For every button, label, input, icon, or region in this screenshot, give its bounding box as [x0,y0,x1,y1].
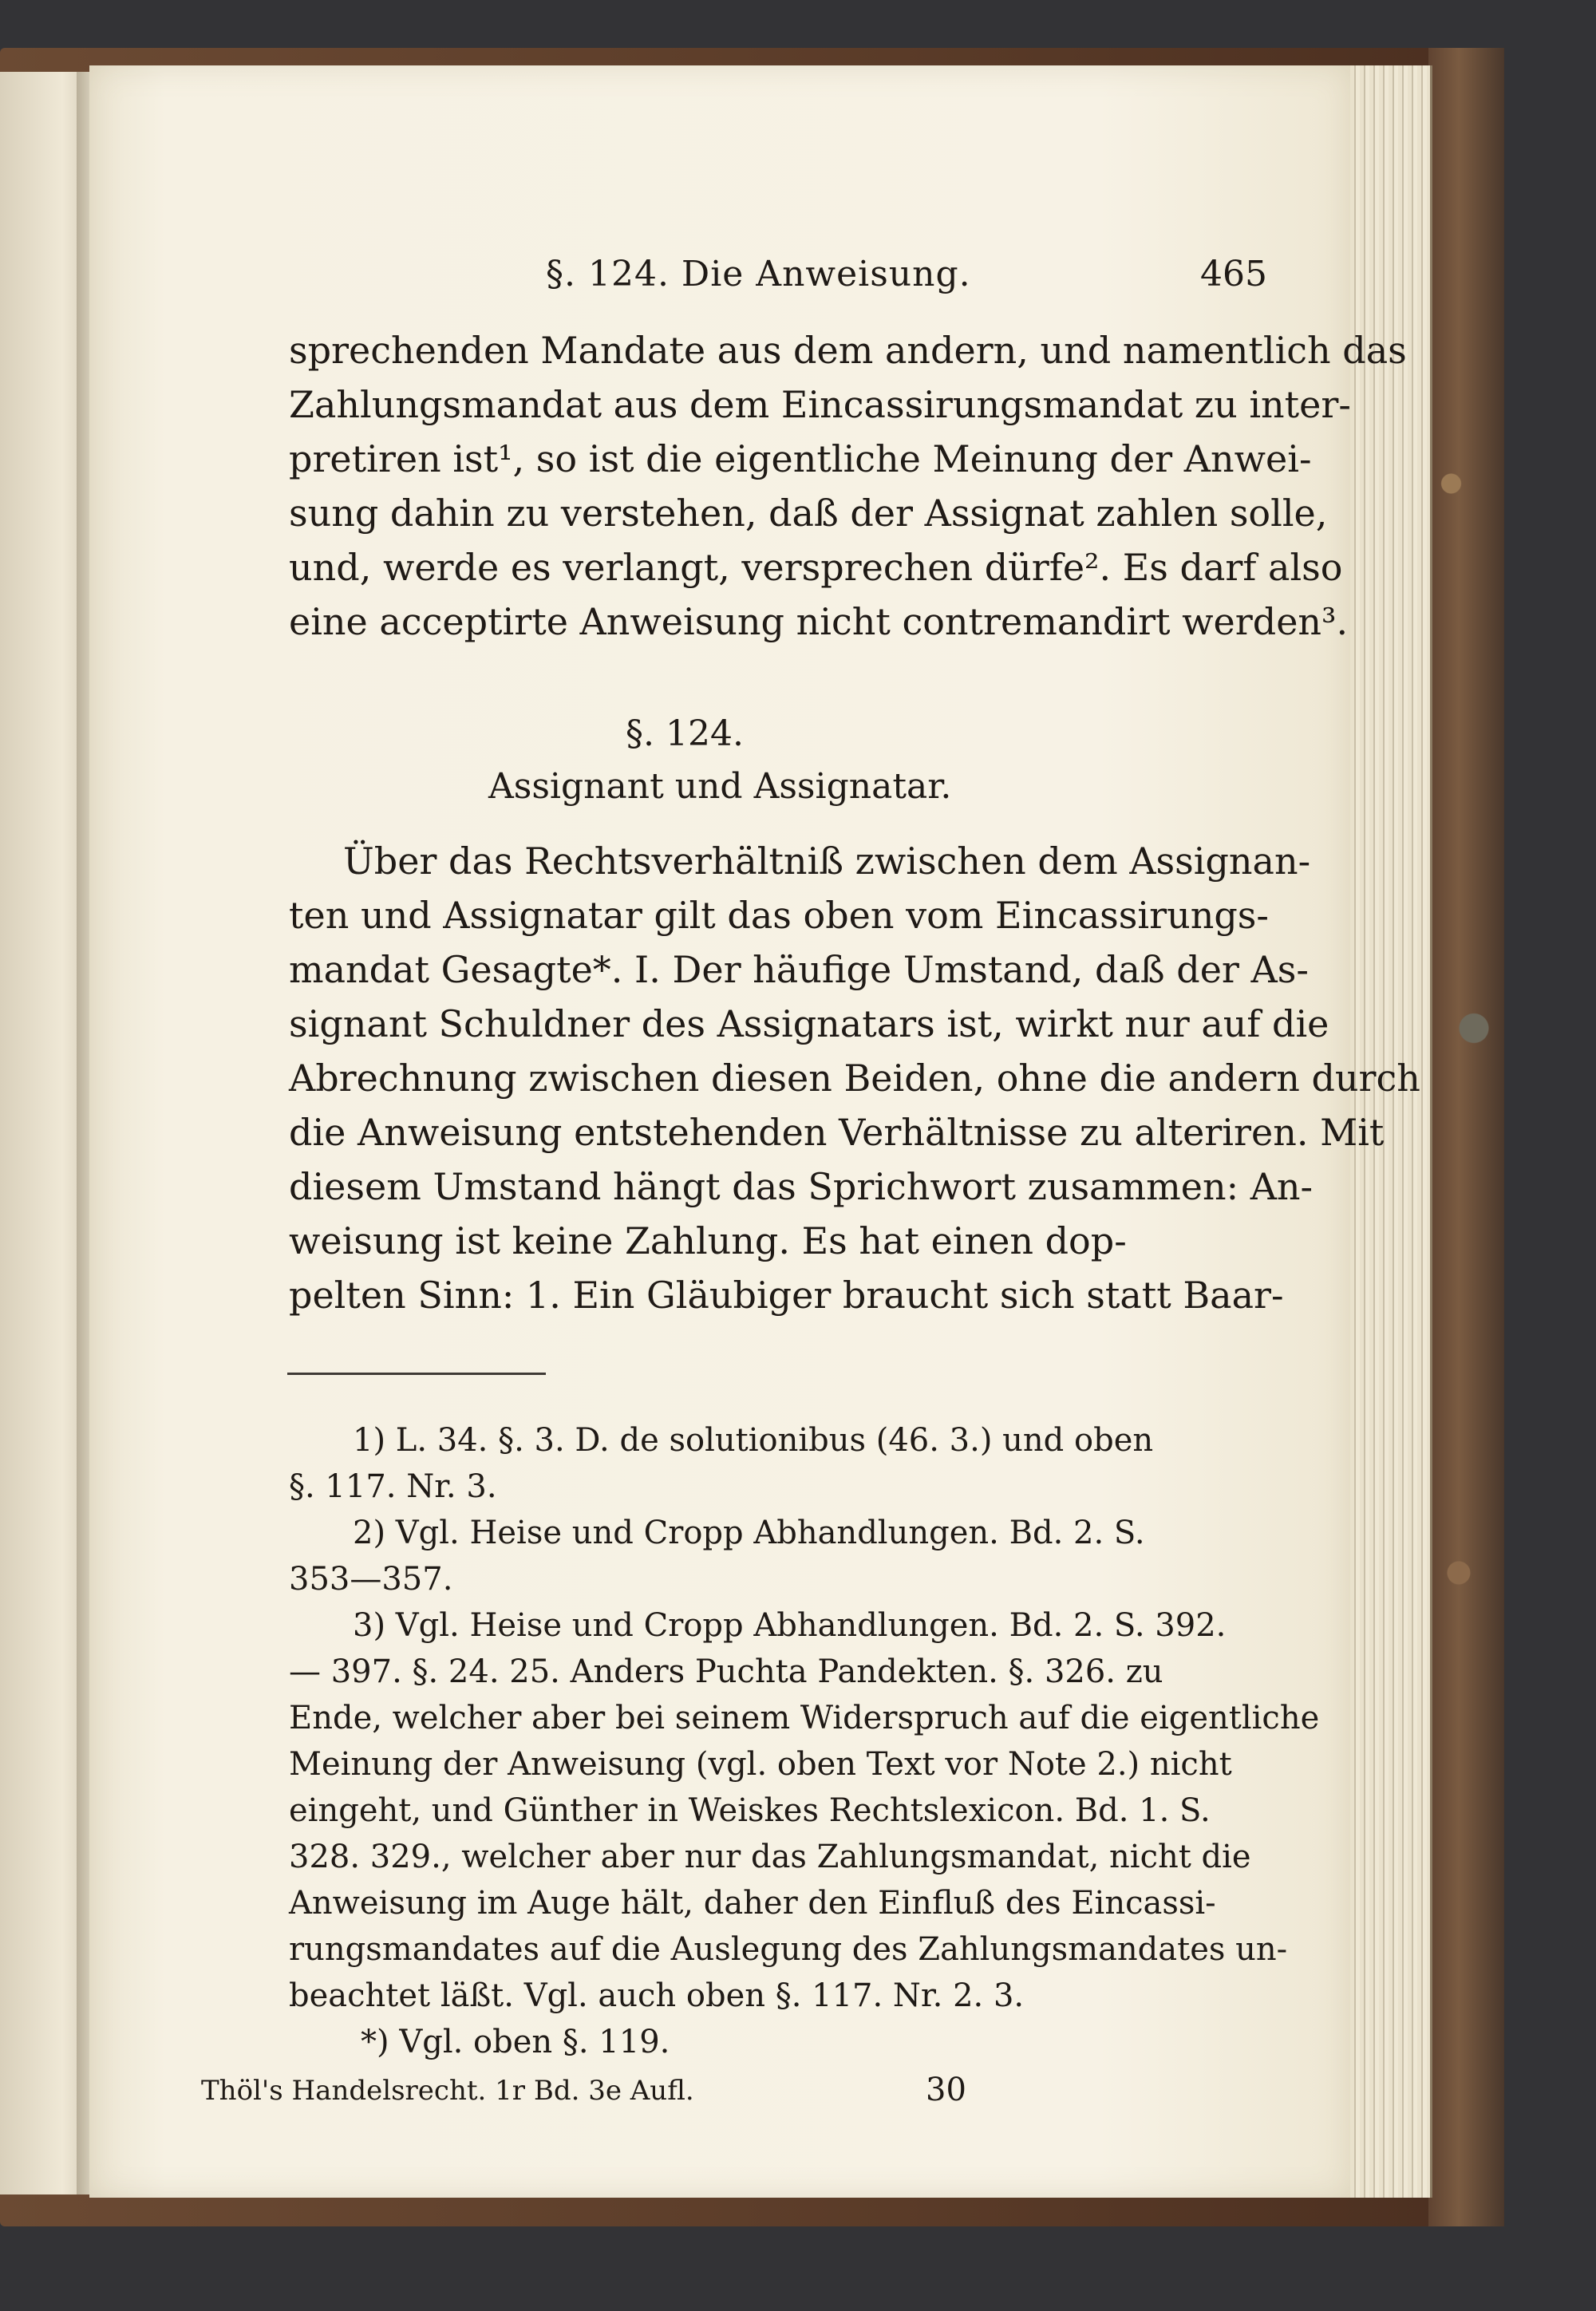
section-line: Über das Rechtsverhältniß zwischen dem Assignan- [343,839,1311,883]
section-line: die Anweisung entstehenden Verhältnisse zu alteriren. Mit [289,1111,1385,1154]
body-line: eine acceptirte Anweisung nicht contremandirt werden³. [289,600,1349,643]
section-line: diesem Umstand hängt das Sprichwort zusammen: An- [289,1165,1314,1208]
marbled-cover-edge [1428,48,1504,2226]
body-line: pretiren ist¹, so ist die eigentliche Meinung der Anwei- [289,437,1312,480]
footnote-line: *) Vgl. oben §. 119. [361,2024,670,2060]
section-line: signant Schuldner des Assignatars ist, wirkt nur auf die [289,1002,1329,1045]
section-line: weisung ist keine Zahlung. Es hat einen dop- [289,1219,1127,1262]
footnote-line: Anweisung im Auge hält, daher den Einfluß des Eincassi- [289,1885,1216,1922]
book-page [89,65,1420,2198]
footnote-line: eingeht, und Günther in Weiskes Rechtslexicon. Bd. 1. S. [289,1792,1211,1829]
footnote-line: — 397. §. 24. 25. Anders Puchta Pandekten. §. 326. zu [289,1653,1163,1690]
printer-imprint: Thöl's Handelsrecht. 1r Bd. 3e Aufl. [201,2075,694,2107]
body-line: und, werde es verlangt, versprechen dürfe². Es darf also [289,546,1343,589]
signature-mark: 30 [926,2072,966,2108]
footnote-line: 1) L. 34. §. 3. D. de solutionibus (46. 3.) und oben [353,1422,1154,1459]
body-line: sung dahin zu verstehen, daß der Assignat zahlen solle, [289,492,1328,535]
footnote-line: Ende, welcher aber bei seinem Widerspruch auf die eigentliche [289,1700,1320,1736]
footnote-line: Meinung der Anweisung (vgl. oben Text vor Note 2.) nicht [289,1746,1232,1783]
footnote-line: 3) Vgl. Heise und Cropp Abhandlungen. Bd. 2. S. 392. [353,1607,1227,1644]
footnote-line: 2) Vgl. Heise und Cropp Abhandlungen. Bd. 2. S. [353,1515,1145,1551]
section-line: pelten Sinn: 1. Ein Gläubiger braucht sich statt Baar- [289,1274,1284,1317]
body-line: sprechenden Mandate aus dem andern, und namentlich das [289,329,1407,372]
footnote-rule [287,1373,546,1375]
page-number: 465 [1200,254,1267,294]
footnote-line: 353—357. [289,1561,453,1598]
section-title: Assignant und Assignatar. [488,766,952,807]
section-number: §. 124. [626,713,744,754]
section-line: ten und Assignatar gilt das oben vom Eincassirungs- [289,894,1269,937]
running-title: §. 124. Die Anweisung. [546,254,971,294]
footnote-line: §. 117. Nr. 3. [289,1468,497,1505]
footnote-line: rungsmandates auf die Auslegung des Zahlungsmandates un- [289,1931,1288,1968]
footnote-line: 328. 329., welcher aber nur das Zahlungsmandat, nicht die [289,1839,1251,1875]
footnote-line: beachtet läßt. Vgl. auch oben §. 117. Nr. 2. 3. [289,1977,1025,2014]
section-line: Abrechnung zwischen diesen Beiden, ohne die andern durch [289,1057,1420,1100]
body-line: Zahlungsmandat aus dem Eincassirungsmandat zu inter- [289,383,1351,426]
section-line: mandat Gesagte*. I. Der häufige Umstand, daß der As- [289,948,1309,991]
